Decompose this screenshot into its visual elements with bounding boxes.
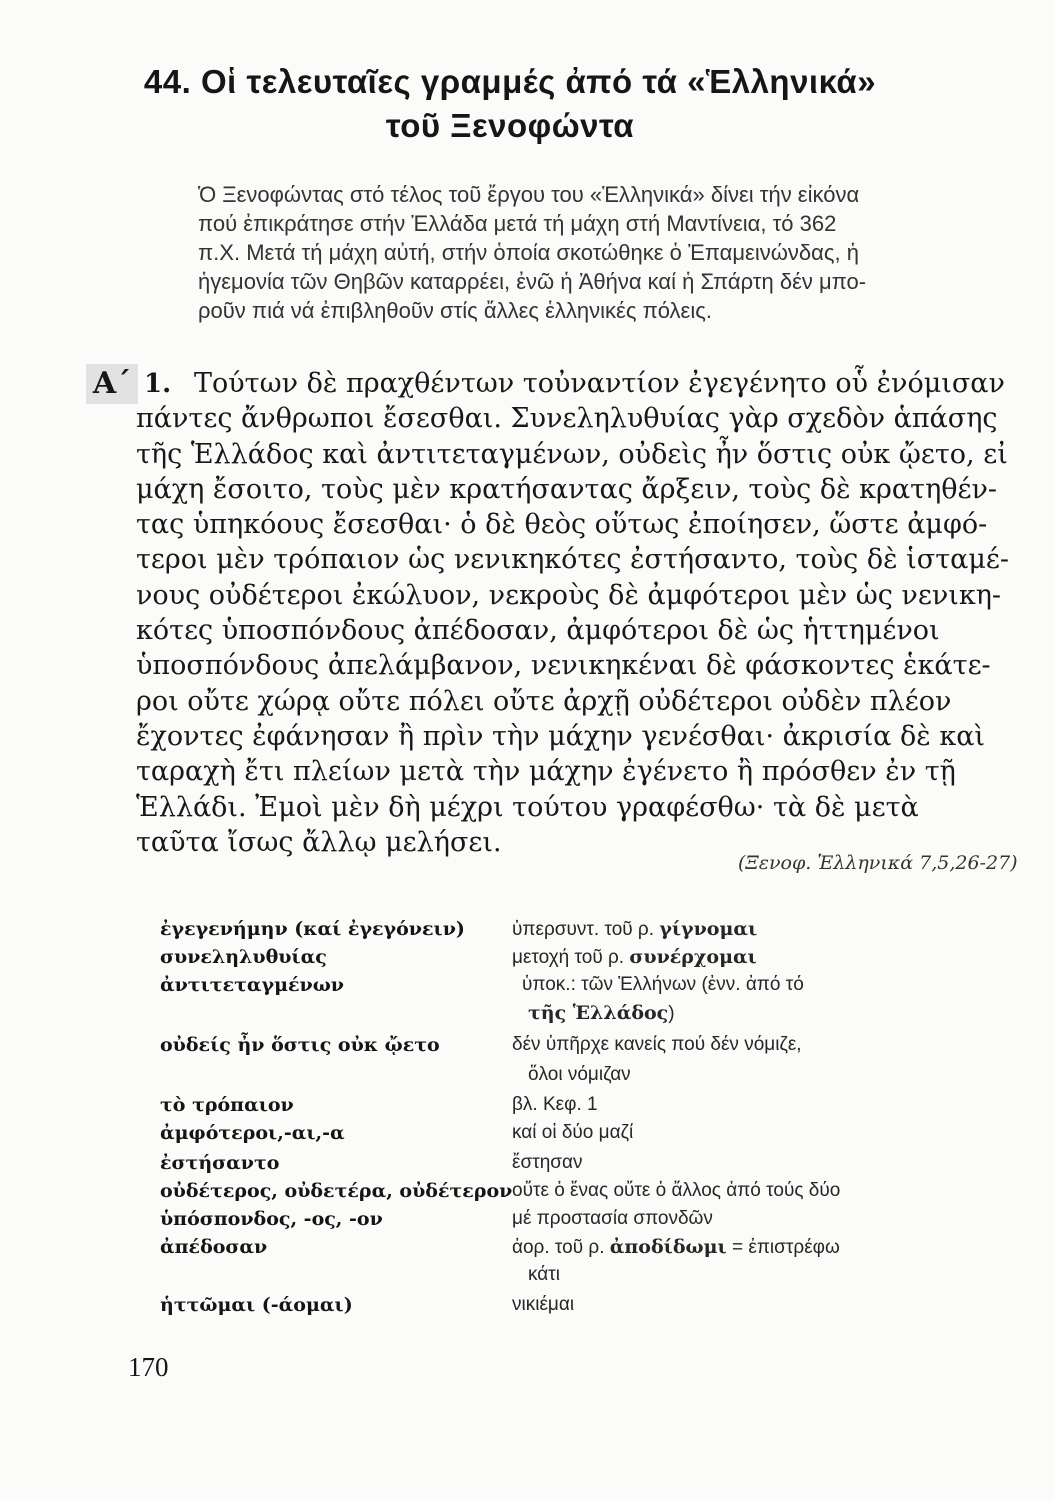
glossary-definition: βλ. Κεφ. 1	[512, 1094, 598, 1115]
text-line: νους οὐδέτεροι ἐκώλυον, νεκροὺς δὲ ἀμφότεροι μὲν ὡς νενικη-	[136, 579, 1002, 611]
text-line: ὑποσπόνδους ἀπελάμβανον, νενικηκέναι δὲ φάσκοντες ἑκάτε-	[136, 650, 991, 682]
glossary-term: συνεληλυθυίας	[160, 946, 327, 968]
glossary-definition: καί οἱ δύο μαζί	[512, 1122, 634, 1143]
source-citation: (Ξενοφ. Ἑλληνικά 7,5,26-27)	[738, 852, 1018, 874]
paragraph-number: 1.	[144, 369, 172, 399]
glossary-term: ὑπόσπονδος, -ος, -ον	[160, 1208, 383, 1230]
glossary-term: ἐγεγενήμην (καί ἐγεγόνειν)	[160, 918, 465, 940]
ancient-greek-text	[136, 366, 1010, 860]
page-number: 170	[128, 1352, 169, 1382]
intro-line: π.Χ. Μετά τή μάχη αὐτή, στήν ὁποία σκοτώθηκε ὁ Ἐπαμεινώνδας, ἡ	[198, 240, 859, 265]
text-line: τας ὑπηκόους ἔσεσθαι· ὁ δὲ θεὸς οὕτως ἐποίησεν, ὥστε ἀμφό-	[136, 509, 988, 541]
intro-line: ροῦν πιά νά ἐπιβληθοῦν στίς ἄλλες ἑλληνικές πόλεις.	[198, 298, 712, 323]
text-line: τῆς Ἑλλάδος καὶ ἀντιτεταγμένων, οὐδεὶς ἦν ὅστις οὐκ ᾤετο, εἰ	[136, 438, 1008, 470]
glossary-definition: ἀορ. τοῦ ρ. ἀποδίδωμι = ἐπιστρέφω	[512, 1236, 840, 1258]
glossary-term: ἀντιτεταγμένων	[160, 974, 344, 996]
glossary-term: ἡττῶμαι (-άομαι)	[160, 1294, 353, 1316]
section-label: Α΄	[86, 364, 138, 404]
text-line: ταραχὴ ἔτι πλείων μετὰ τὴν μάχην ἐγένετο ἢ πρόσθεν ἐν τῇ	[136, 756, 956, 788]
glossary-term: ἐστήσαντο	[160, 1152, 280, 1174]
intro-line: ἡγεμονία τῶν Θηβῶν καταρρέει, ἐνῶ ἡ Ἀθήνα καί ἡ Σπάρτη δέν μπο-	[198, 269, 867, 294]
text-line: τεροι μὲν τρόπαιον ὡς νενικηκότες ἐστήσαντο, τοὺς δὲ ἱσταμέ-	[136, 544, 1010, 576]
glossary-definition: ὅλοι νόμιζαν	[528, 1064, 631, 1085]
intro-paragraph	[198, 180, 980, 325]
glossary-definition: ἔστησαν	[512, 1152, 583, 1173]
glossary-definition: οὔτε ὁ ἕνας οὔτε ὁ ἄλλος ἀπό τούς δύο	[512, 1180, 841, 1201]
glossary-definition: ὑποκ.: τῶν Ἑλλήνων (ἐνν. ἀπό τό	[522, 974, 804, 995]
glossary-definition: νικιέμαι	[512, 1294, 575, 1315]
glossary-term: τὸ τρόπαιον	[160, 1094, 294, 1116]
chapter-title: 44. Οἱ τελευταῖες γραμμές ἀπό τά «Ἑλληνικά»	[143, 63, 877, 100]
text-line: κότες ὑποσπόνδους ἀπέδοσαν, ἀμφότεροι δὲ ὡς ἡττημένοι	[136, 615, 940, 647]
glossary-term: ἀπέδοσαν	[160, 1236, 268, 1258]
text-line: Τούτων δὲ πραχθέντων τοὐναντίον ἐγεγένητο οὗ ἐνόμισαν	[194, 368, 1005, 399]
text-line: πάντες ἄνθρωποι ἔσεσθαι. Συνεληλυθυίας γὰρ σχεδὸν ἁπάσης	[136, 403, 998, 435]
text-line: ροι οὔτε χώρᾳ οὔτε πόλει οὔτε ἀρχῇ οὐδέτεροι οὐδὲν πλέον	[136, 685, 952, 717]
glossary-term: οὐδέτερος, οὐδετέρα, οὐδέτερον	[160, 1180, 513, 1202]
text-line: Ἑλλάδι. Ἐμοὶ μὲν δὴ μέχρι τούτου γραφέσθω· τὰ δὲ μετὰ	[136, 791, 919, 823]
glossary-definition: τῆς Ἑλλάδος)	[528, 1002, 675, 1024]
intro-line: Ὁ Ξενοφώντας στό τέλος τοῦ ἔργου του «Ἑλληνικά» δίνει τήν εἰκόνα	[198, 182, 860, 207]
glossary-term: ἀμφότεροι,-αι,-α	[160, 1122, 345, 1144]
glossary-definition: μετοχή τοῦ ρ. συνέρχομαι	[512, 946, 757, 968]
glossary-term: οὐδείς ἦν ὅστις οὐκ ᾤετο	[160, 1034, 440, 1056]
text-line: μάχη ἔσοιτο, τοὺς μὲν κρατήσαντας ἄρξειν, τοὺς δὲ κρατηθέν-	[136, 473, 998, 505]
chapter-title-line2: τοῦ Ξενοφώντα	[385, 107, 635, 144]
glossary-definition: κάτι	[528, 1264, 560, 1285]
glossary-definition: μέ προστασία σπονδῶν	[512, 1208, 713, 1229]
intro-line: πού ἐπικράτησε στήν Ἑλλάδα μετά τή μάχη στή Μαντίνεια, τό 362	[198, 211, 837, 236]
glossary-definition: ὑπερσυντ. τοῦ ρ. γίγνομαι	[512, 918, 758, 940]
text-line: ταῦτα ἴσως ἄλλῳ μελήσει.	[136, 826, 502, 858]
text-line: ἔχοντες ἐφάνησαν ἢ πρὶν τὴν μάχην γενέσθαι· ἀκρισία δὲ καὶ	[136, 720, 986, 752]
glossary-definition: δέν ὑπῆρχε κανείς πού δέν νόμιζε,	[512, 1034, 802, 1055]
